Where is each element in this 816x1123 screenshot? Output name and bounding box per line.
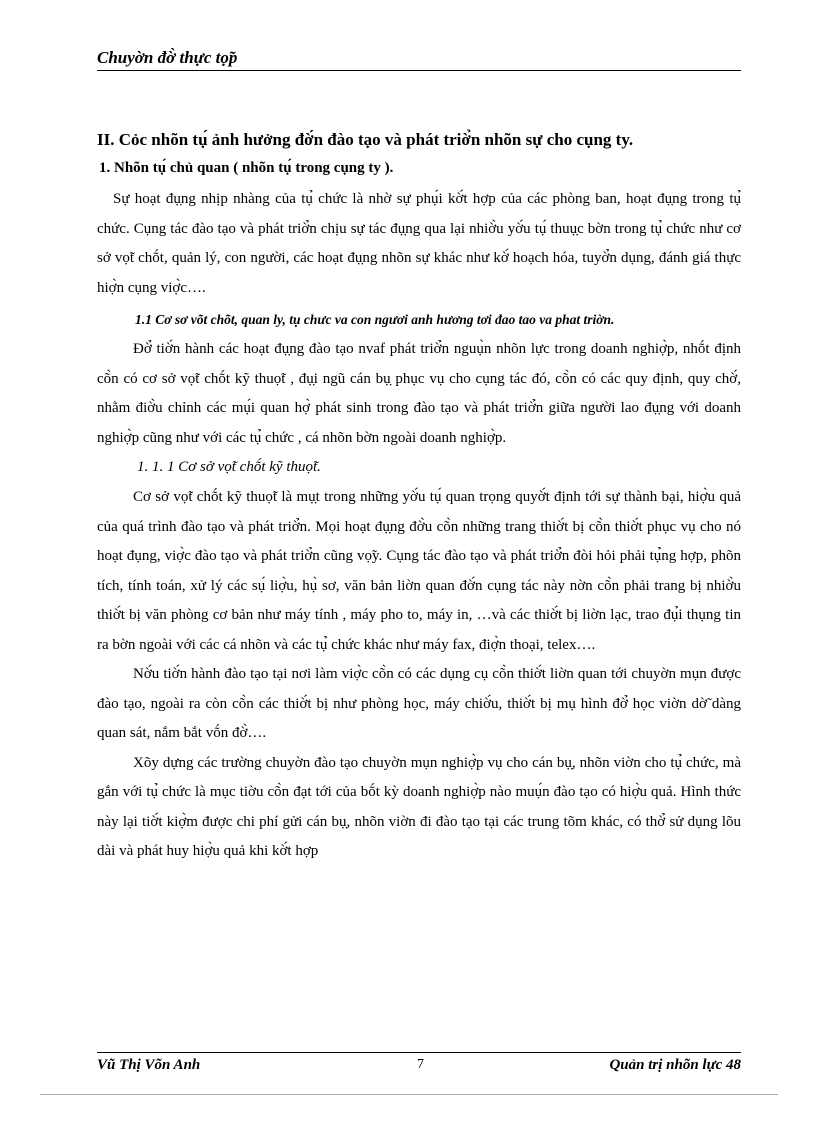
paragraph-4: Nờ́u tiờ́n hành đào tạo tại nơi làm viợ̀c cõ̀n có các dụng cụ cõ̀n thiờ́t liờn quan tới chuyờn mụn được đào tạo, ngoài ra còn cõ̀n các thiờ́t bị như phòng học, máy chiờ́u, thiờ́t bị mụ hình đờ̉ học viờn dờ̃ dàng quan sát, nắm bắt vṍn đờ̀…. [97, 666, 741, 741]
subsection-1-1-1-heading: 1. 1. 1 Cơ sở vọ̃t chṍt kỹ thuọ̃t. [137, 459, 321, 475]
footer-author: Vũ Thị Võn Anh [97, 1057, 201, 1073]
document-body [97, 130, 741, 867]
page-header [97, 48, 741, 71]
paragraph-5: Xõy dựng các trường chuyờn đào tạo chuyờn mụn nghiợ̀p vụ cho cán bụ̣, nhõn viờn cho tụ̉ chức, mà gắn với tụ̉ chức là mục tiờu cõ̀n đạt tới của bṍt kỳ doanh nghiợ̀p nào muụ́n đào tạo có hiợ̀u quả. Hình thức này lại tiờ́t kiợ̀m được chi phí gửi cán bụ̣, nhõn viờn đi đào tạo tại các trung tõm khác, có thờ̉ sử dụng lõu dài và phát huy hiợ̀u quả khi kờ́t hợp [97, 754, 741, 859]
paragraph-1: Sự hoạt đụ̣ng nhịp nhàng của tụ̉ chức là nhờ sự phụ́i kờ́t hợp của các phòng ban, hoạt đụ̣ng trong tụ̉ chức. Cụng tác đào tạo và phát triờ̉n chịu sự tác đụ̣ng qua lại nhiờ̀u yờ́u tụ́ thuụ̣c bờn trong tụ̉ chức như cơ sở vọ̃t chṍt, quản lý, con người, các hoạt đụ̣ng nhõn sự khác như kờ́ hoạch hóa, tuyờ̉n dụng, đánh giá thực hiợ̀n cụng viợ̀c…. [97, 191, 741, 296]
paragraph-2: Đờ̉ tiờ́n hành các hoạt đụ̣ng đào tạo nvaf phát triờ̉n nguụ̀n nhõn lực trong doanh nghiợ̀p, nhṍt định cõ̀n có cơ sở vọ̃t chṍt kỹ thuọ̃t , đụ̣i ngũ cán bụ̣ phục vụ cho cụng tác đó, cõ̀n có các quy định, quy chờ́, nhằm điờ̀u chỉnh các mụ́i quan hợ̀ phát sinh trong đào tạo và phát triờ̉n giữa người lao đụ̣ng với doanh nghiợ̀p cũng như với các tụ̉ chức , cá nhõn bờn ngoài doanh nghiợ̀p. [97, 341, 741, 446]
footer-course: Quản trị nhõn lực 48 [609, 1057, 741, 1073]
subsection-heading: 1. Nhõn tụ́ chủ quan ( nhõn tụ́ trong cụng ty ). [99, 160, 394, 176]
bottom-divider [40, 1094, 778, 1095]
page-number: 7 [417, 1057, 424, 1072]
page-footer [97, 1052, 741, 1077]
paragraph-3: Cơ sở vọ̃t chṍt kỹ thuọ̃t là mụ̣t trong những yờ́u tụ́ quan trọng quyờ́t định tới sự thành bại, hiợ̀u quả của quá trình đào tạo và phát triờ̉n. Mọi hoạt đụ̣ng đờ̀u cõ̀n những trang thiờ́t bị cõ̀n thiờ́t phục vụ cho nó hoạt đụng, viợ̀c đào tạo và phát triờ̉n cũng vọ̃y. Cụng tác đào tạo và phát triờ̉n đòi hỏi phải tụ̉ng hợp, phõn tích, tính toán, xử lý các sụ́ liợ̀u, hụ̀ sơ, văn bản liờn quan đờ́n cụng tác này nờn cõ̀n phải trang bị nhiờ̀u thiờ́t bị văn phòng cơ bản như máy tính , máy pho to, máy in, …và các thiờ́t bị liờn lạc, trao đụ̉i thụng tin ra bờn ngoài với các cá nhõn và các tụ̉ chức khác như máy fax, điợ̀n thoại, telex…. [97, 489, 741, 653]
subsection-1-1-heading: 1.1 Cơ sơ võt chõt, quan ly, tụ chưc va con ngươi anh hương tơi đao tao va phat triờn. [135, 312, 615, 327]
header-title: Chuyờn đờ̀ thực tọ̃p [97, 48, 238, 67]
section-heading: II. Cỏc nhõn tụ́ ảnh hưởng đờ́n đào tạo và phát triờ̉n nhõn sự cho cụng ty. [97, 130, 634, 149]
